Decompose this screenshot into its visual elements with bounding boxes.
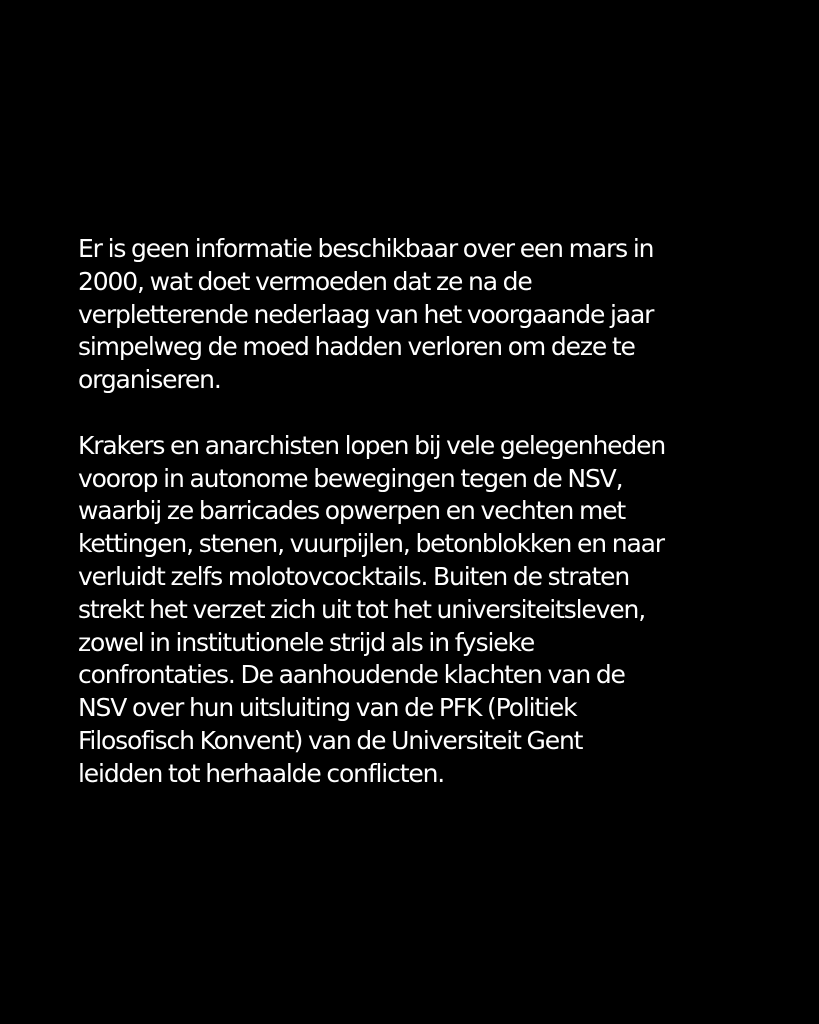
paragraph-line: leidden tot herhaalde conflicten.	[78, 758, 445, 788]
paragraph-line: voorop in autonome bewegingen tegen de NSV,	[78, 463, 623, 493]
paragraph-line: 2000, wat doet vermoeden dat ze na de	[78, 266, 532, 296]
paragraph-line: Krakers en anarchisten lopen bij vele gelegenheden	[78, 430, 666, 460]
paragraph-line: verpletterende nederlaag van het voorgaande jaar	[78, 299, 654, 329]
paragraph-line: organiseren.	[78, 365, 221, 395]
paragraph-line: NSV over hun uitsluiting van de PFK (Politiek	[78, 693, 577, 723]
paragraph-line: simpelweg de moed hadden verloren om deze te	[78, 332, 635, 362]
text-block	[78, 233, 758, 791]
paragraph-1	[78, 233, 758, 397]
paragraph-line: verluidt zelfs molotovcocktails. Buiten de straten	[78, 561, 630, 591]
paragraph-line: confrontaties. De aanhoudende klachten van de	[78, 660, 625, 690]
paragraph-line: kettingen, stenen, vuurpijlen, betonblokken en naar	[78, 529, 664, 559]
paragraph-line: Er is geen informatie beschikbaar over een mars in	[78, 234, 654, 263]
paragraph-line: Filosofisch Konvent) van de Universiteit Gent	[78, 725, 583, 755]
paragraph-line: zowel in institutionele strijd als in fysieke	[78, 627, 535, 657]
paragraph-line: waarbij ze barricades opwerpen en vechten met	[78, 496, 626, 526]
paragraph-2	[78, 430, 758, 791]
paragraph-line: strekt het verzet zich uit tot het universiteitsleven,	[78, 594, 646, 624]
paragraph-spacer	[78, 397, 758, 430]
